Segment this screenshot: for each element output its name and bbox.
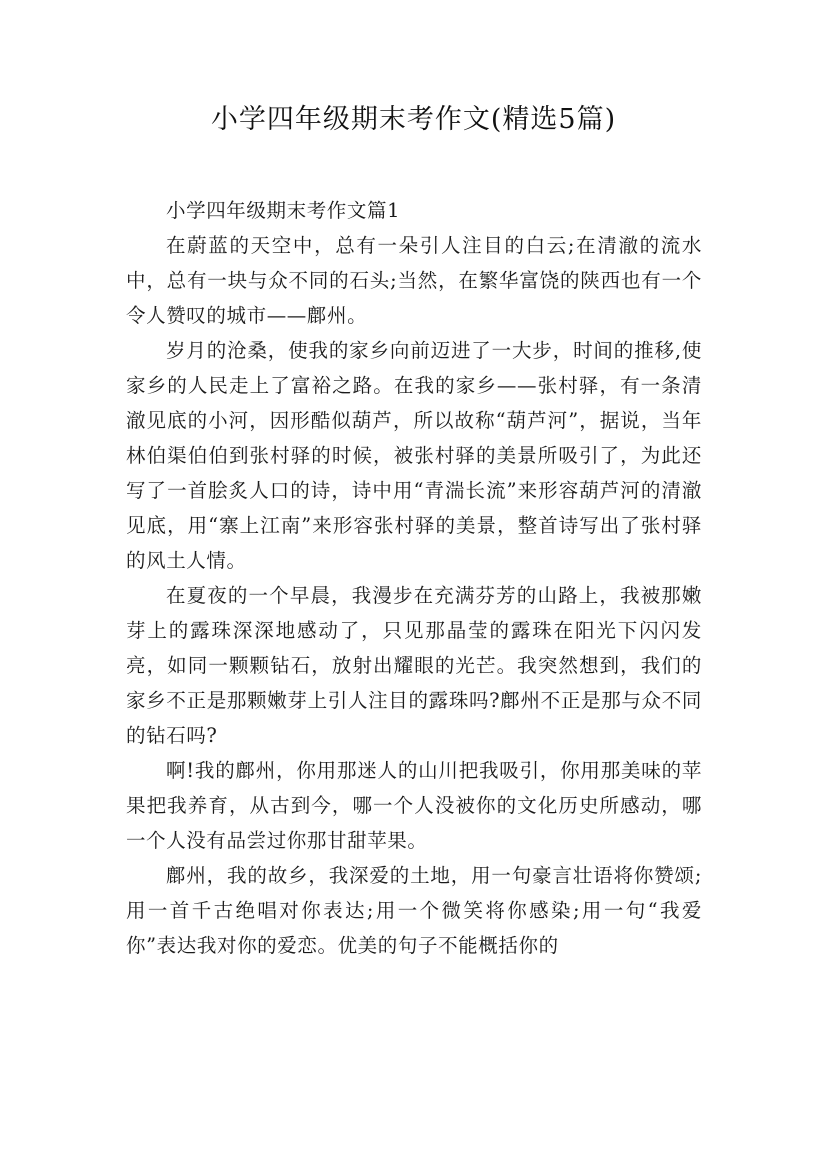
paragraph-1: 在蔚蓝的天空中，总有一朵引人注目的白云;在清澈的流水中，总有一块与众不同的石头;当然，在繁华富饶的陕西也有一个令人赞叹的城市——鄜州。 (126, 234, 702, 327)
section-heading: 小学四年级期末考作文篇1 (166, 199, 401, 222)
document-title: 小学四年级期末考作文(精选5篇) (210, 104, 617, 135)
paragraph-3: 在夏夜的一个早晨，我漫步在充满芬芳的山路上，我被那嫩芽上的露珠深深地感动了，只见那晶莹的露珠在阳光下闪闪发亮，如同一颗颗钻石，放射出耀眼的光芒。我突然想到，我们的家乡不正是那颗嫩芽上引人注目的露珠吗?鄜州不正是那与众不同的钻石吗? (126, 584, 702, 747)
paragraph-5: 鄜州，我的故乡，我深爱的土地，用一句豪言壮语将你赞颂;用一首千古绝唱对你表达;用一个微笑将你感染;用一句“我爱你”表达我对你的爱恋。优美的句子不能概括你的 (126, 864, 702, 957)
paragraph-2: 岁月的沧桑，使我的家乡向前迈进了一大步，时间的推移,使家乡的人民走上了富裕之路。在我的家乡——张村驿，有一条清澈见底的小河，因形酷似葫芦，所以故称“葫芦河”，据说，当年林伯渠伯伯到张村驿的时候，被张村驿的美景所吸引了，为此还写了一首脍炙人口的诗，诗中用“青湍长流”来形容葫芦河的清澈见底，用“寨上江南”来形容张村驿的美景，整首诗写出了张村驿的风土人情。 (126, 339, 702, 572)
document-body (126, 193, 702, 963)
paragraph-4: 啊!我的鄜州，你用那迷人的山川把我吸引，你用那美味的苹果把我养育，从古到今，哪一个人没被你的文化历史所感动，哪一个人没有品尝过你那甘甜苹果。 (126, 759, 702, 852)
